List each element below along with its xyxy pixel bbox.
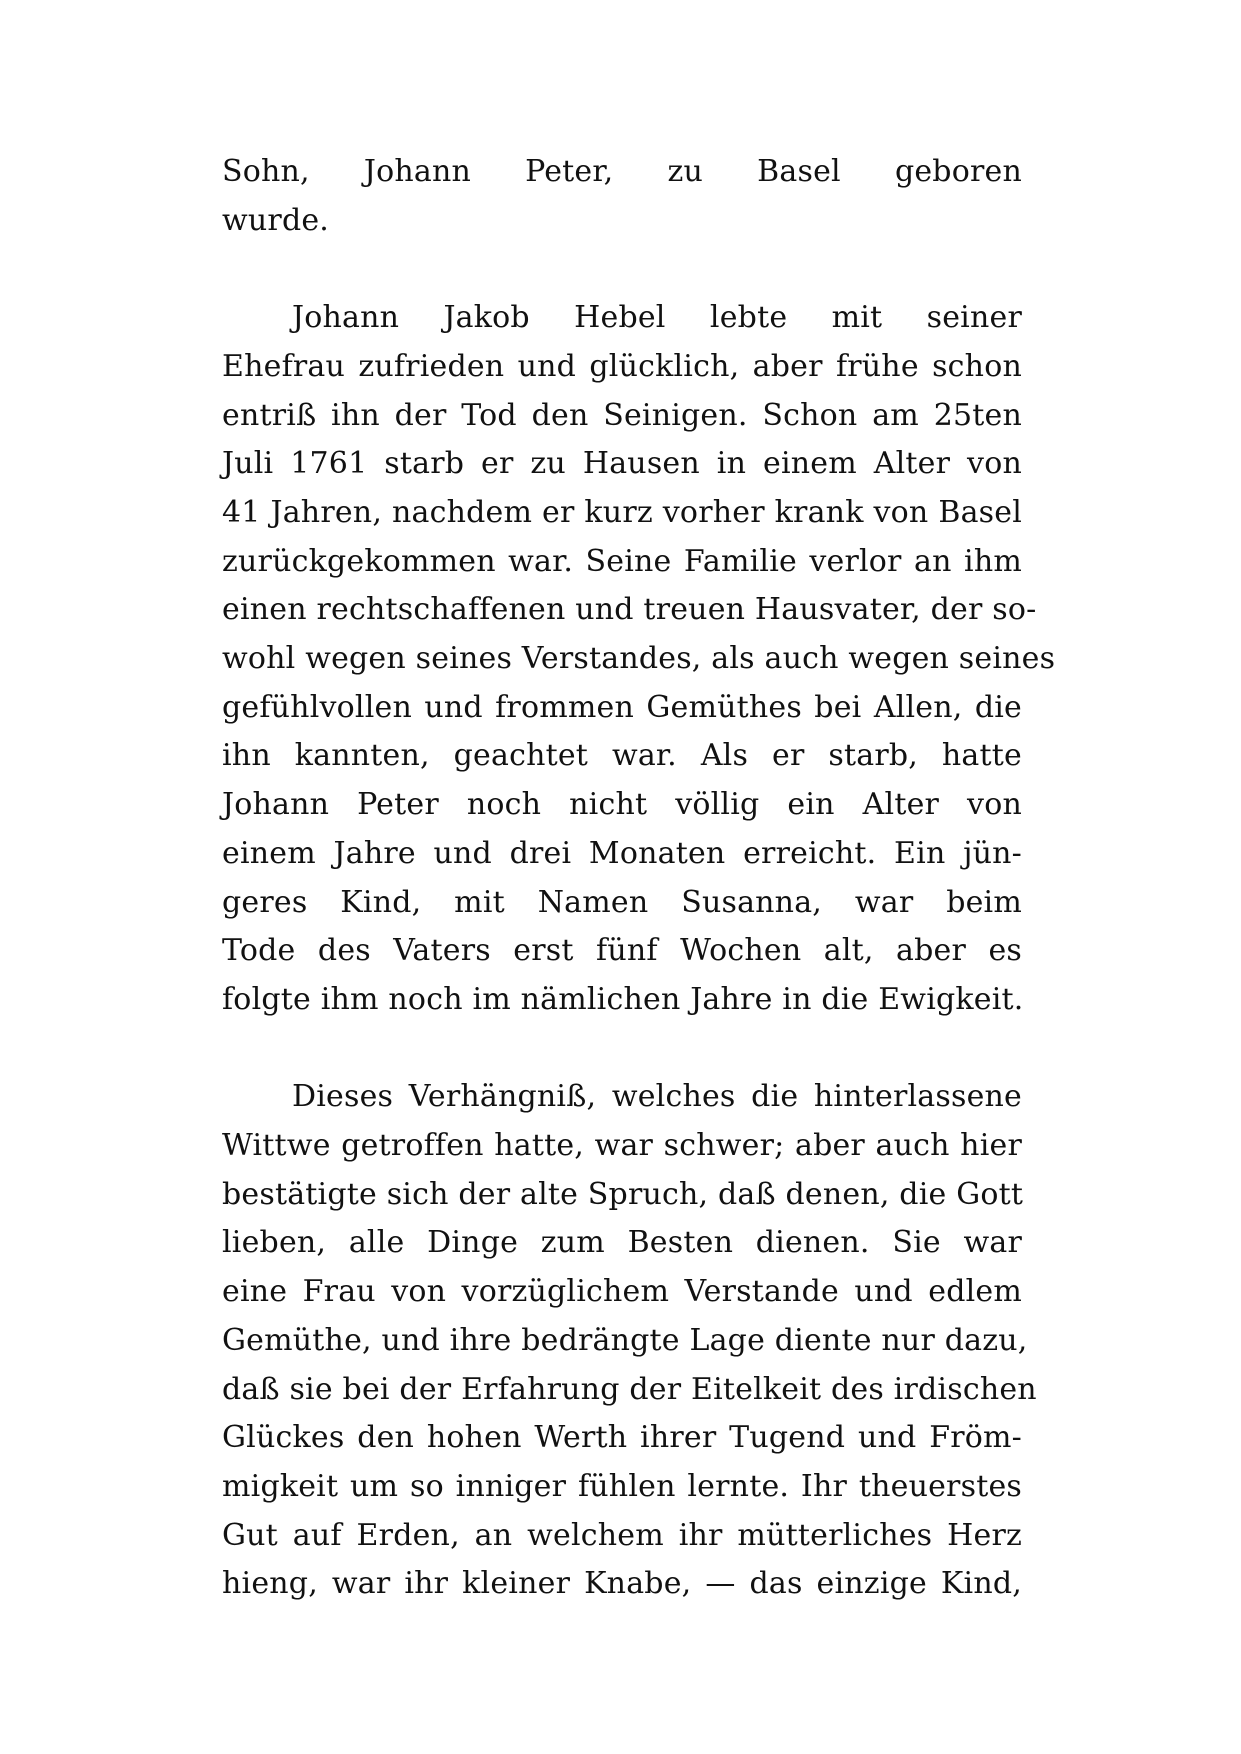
text-line: Tode des Vaters erst fünf Wochen alt, aber es: [222, 933, 1022, 969]
paragraph-1: [222, 148, 1022, 245]
text-line: geres Kind, mit Namen Susanna, war beim: [222, 884, 1022, 920]
text-line: hieng, war ihr kleiner Knabe, — das einzige Kind,: [222, 1566, 1022, 1602]
text-line: zurückgekommen war. Seine Familie verlor an ihm: [222, 543, 1022, 579]
paragraph-2: [222, 294, 1056, 1025]
paragraph-3: [222, 1073, 1037, 1609]
text-line: Gemüthe, und ihre bedrängte Lage diente nur dazu,: [222, 1322, 1028, 1358]
text-line: Johann Peter noch nicht völlig ein Alter von: [222, 787, 1022, 823]
text-line: Glückes den hohen Werth ihrer Tugend und Fröm-: [222, 1420, 1022, 1456]
text-line: folgte ihm noch im nämlichen Jahre in die Ewigkeit.: [222, 981, 1024, 1017]
text-line: ihn kannten, geachtet war. Als er starb, hatte: [222, 738, 1022, 774]
text-line: einem Jahre und drei Monaten erreicht. Ein jün-: [222, 835, 1022, 871]
text-line: bestätigte sich der alte Spruch, daß denen, die Gott: [222, 1176, 1024, 1212]
paragraph-gap: [222, 245, 1022, 294]
text-line: migkeit um so inniger fühlen lernte. Ihr theuerstes: [222, 1468, 1022, 1504]
text-line: einen rechtschaffenen und treuen Hausvater, der so-: [222, 592, 1037, 628]
text-line: Ehefrau zufrieden und glücklich, aber frühe schon: [222, 348, 1022, 384]
text-line: Dieses Verhängniß, welches die hinterlassene: [292, 1079, 1022, 1115]
text-line: entriß ihn der Tod den Seinigen. Schon am 25ten: [222, 397, 1022, 433]
text-line: 41 Jahren, nachdem er kurz vorher krank von Basel: [222, 494, 1022, 530]
text-line: Gut auf Erden, an welchem ihr mütterliches Herz: [222, 1517, 1022, 1553]
text-line: gefühlvollen und frommen Gemüthes bei Allen, die: [222, 689, 1022, 725]
text-line: eine Frau von vorzüglichem Verstande und edlem: [222, 1274, 1022, 1310]
text-line: Sohn, Johann Peter, zu Basel geboren: [222, 154, 1022, 189]
page-text: [222, 148, 1056, 1609]
text-line: lieben, alle Dinge zum Besten dienen. Sie war: [222, 1225, 1022, 1261]
text-line: wurde.: [222, 202, 330, 238]
paragraph-gap: [222, 1025, 1022, 1074]
text-line: Johann Jakob Hebel lebte mit seiner: [292, 300, 1022, 336]
text-line: wohl wegen seines Verstandes, als auch wegen seines: [222, 641, 1056, 677]
text-line: Juli 1761 starb er zu Hausen in einem Alter von: [222, 446, 1022, 482]
text-line: Wittwe getroffen hatte, war schwer; aber auch hier: [222, 1128, 1022, 1164]
text-line: daß sie bei der Erfahrung der Eitelkeit des irdischen: [222, 1371, 1037, 1407]
